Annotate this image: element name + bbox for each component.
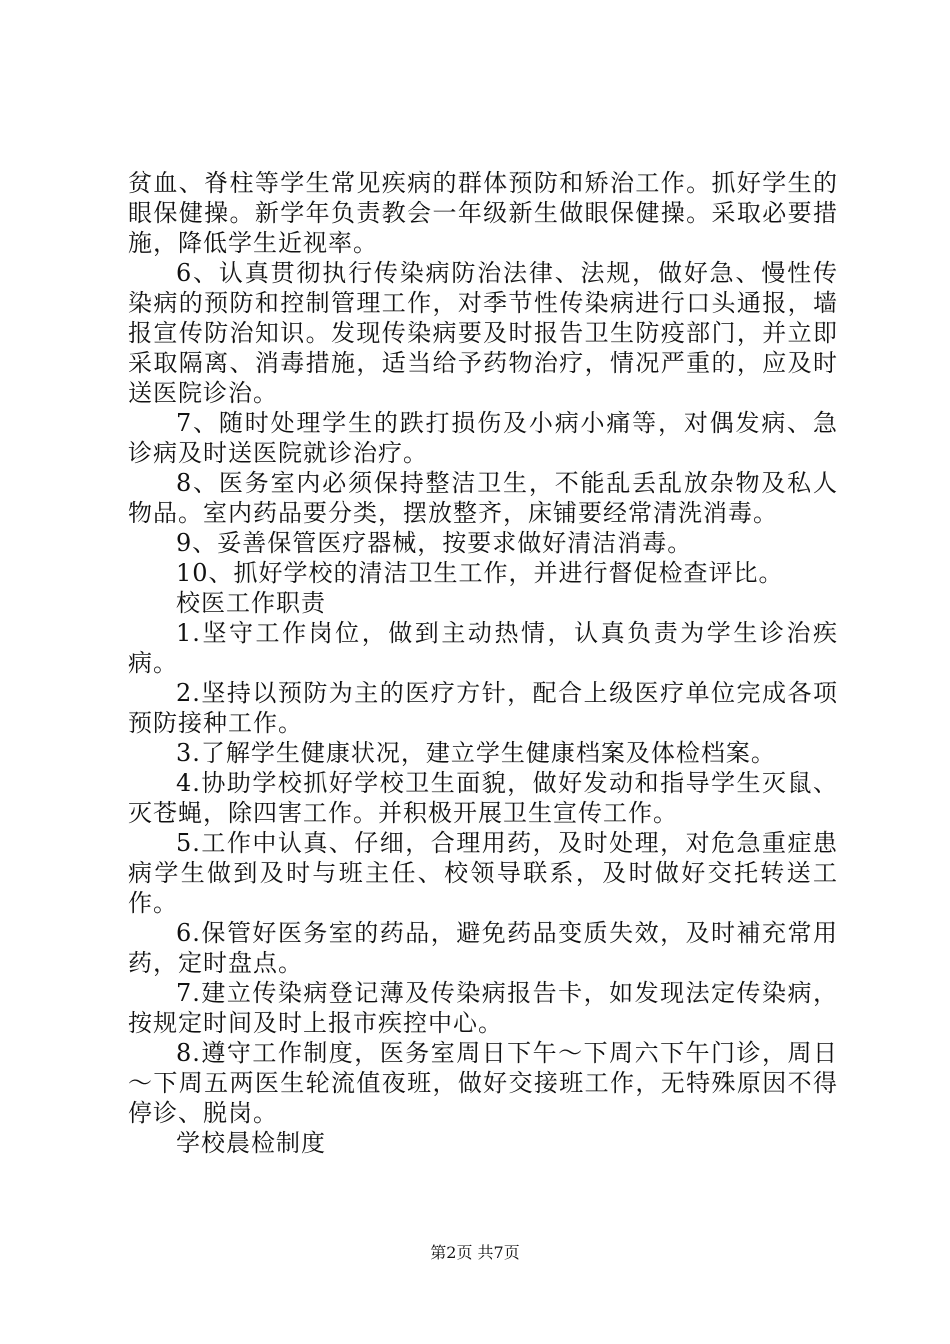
paragraph-item-6: 6、认真贯彻执行传染病防治法律、法规，做好急、慢性传染病的预防和控制管理工作，对季节性传染病进行口头通报，墙报宣传防治知识。发现传染病要及时报告卫生防疫部门，并立即采取隔离、消毒措施，适当给予药物治疗，情况严重的，应及时送医院诊治。: [128, 259, 838, 407]
page-number-footer: 第2页 共7页: [430, 1243, 520, 1262]
paragraph-continuation: 贫血、脊柱等学生常见疾病的群体预防和矫治工作。抓好学生的眼保健操。新学年负责教会一年级新生做眼保健操。采取必要措施，降低学生近视率。: [128, 169, 838, 257]
duty-item-5: 5.工作中认真、仔细，合理用药，及时处理，对危急重症患病学生做到及时与班主任、校领导联系，及时做好交托转送工作。: [128, 829, 838, 917]
duty-item-7: 7.建立传染病登记薄及传染病报告卡，如发现法定传染病，按规定时间及时上报市疾控中心。: [128, 979, 838, 1037]
paragraph-item-10: 10、抓好学校的清洁卫生工作，并进行督促检查评比。: [176, 559, 784, 587]
duty-item-1: 1.坚守工作岗位，做到主动热情，认真负责为学生诊治疾病。: [128, 619, 838, 677]
duty-item-3: 3.了解学生健康状况，建立学生健康档案及体检档案。: [176, 739, 776, 767]
paragraph-item-9: 9、妥善保管医疗器械，按要求做好清洁消毒。: [176, 529, 693, 557]
paragraph-item-7: 7、随时处理学生的跌打损伤及小病小痛等，对偶发病、急诊病及时送医院就诊治疗。: [128, 409, 838, 467]
duty-item-6: 6.保管好医务室的药品，避免药品变质失效，及时補充常用药，定时盘点。: [128, 919, 838, 977]
duty-item-8: 8.遵守工作制度，医务室周日下午～下周六下午门诊，周日～下周五两医生轮流值夜班，做好交接班工作，无特殊原因不得停诊、脱岗。: [128, 1039, 838, 1127]
section-heading-school-doctor-duties: 校医工作职责: [176, 589, 326, 617]
duty-item-4: 4.协助学校抓好学校卫生面貌，做好发动和指导学生灭鼠、灭苍蝇，除四害工作。并积极开展卫生宣传工作。: [128, 769, 838, 827]
document-body: [128, 168, 838, 1158]
section-heading-morning-check: 学校晨检制度: [176, 1129, 326, 1157]
duty-item-2: 2.坚持以预防为主的医疗方针，配合上级医疗单位完成各项预防接种工作。: [128, 679, 838, 737]
paragraph-item-8: 8、医务室内必须保持整洁卫生，不能乱丢乱放杂物及私人物品。室内药品要分类，摆放整齐，床铺要经常清洗消毒。: [128, 469, 838, 527]
